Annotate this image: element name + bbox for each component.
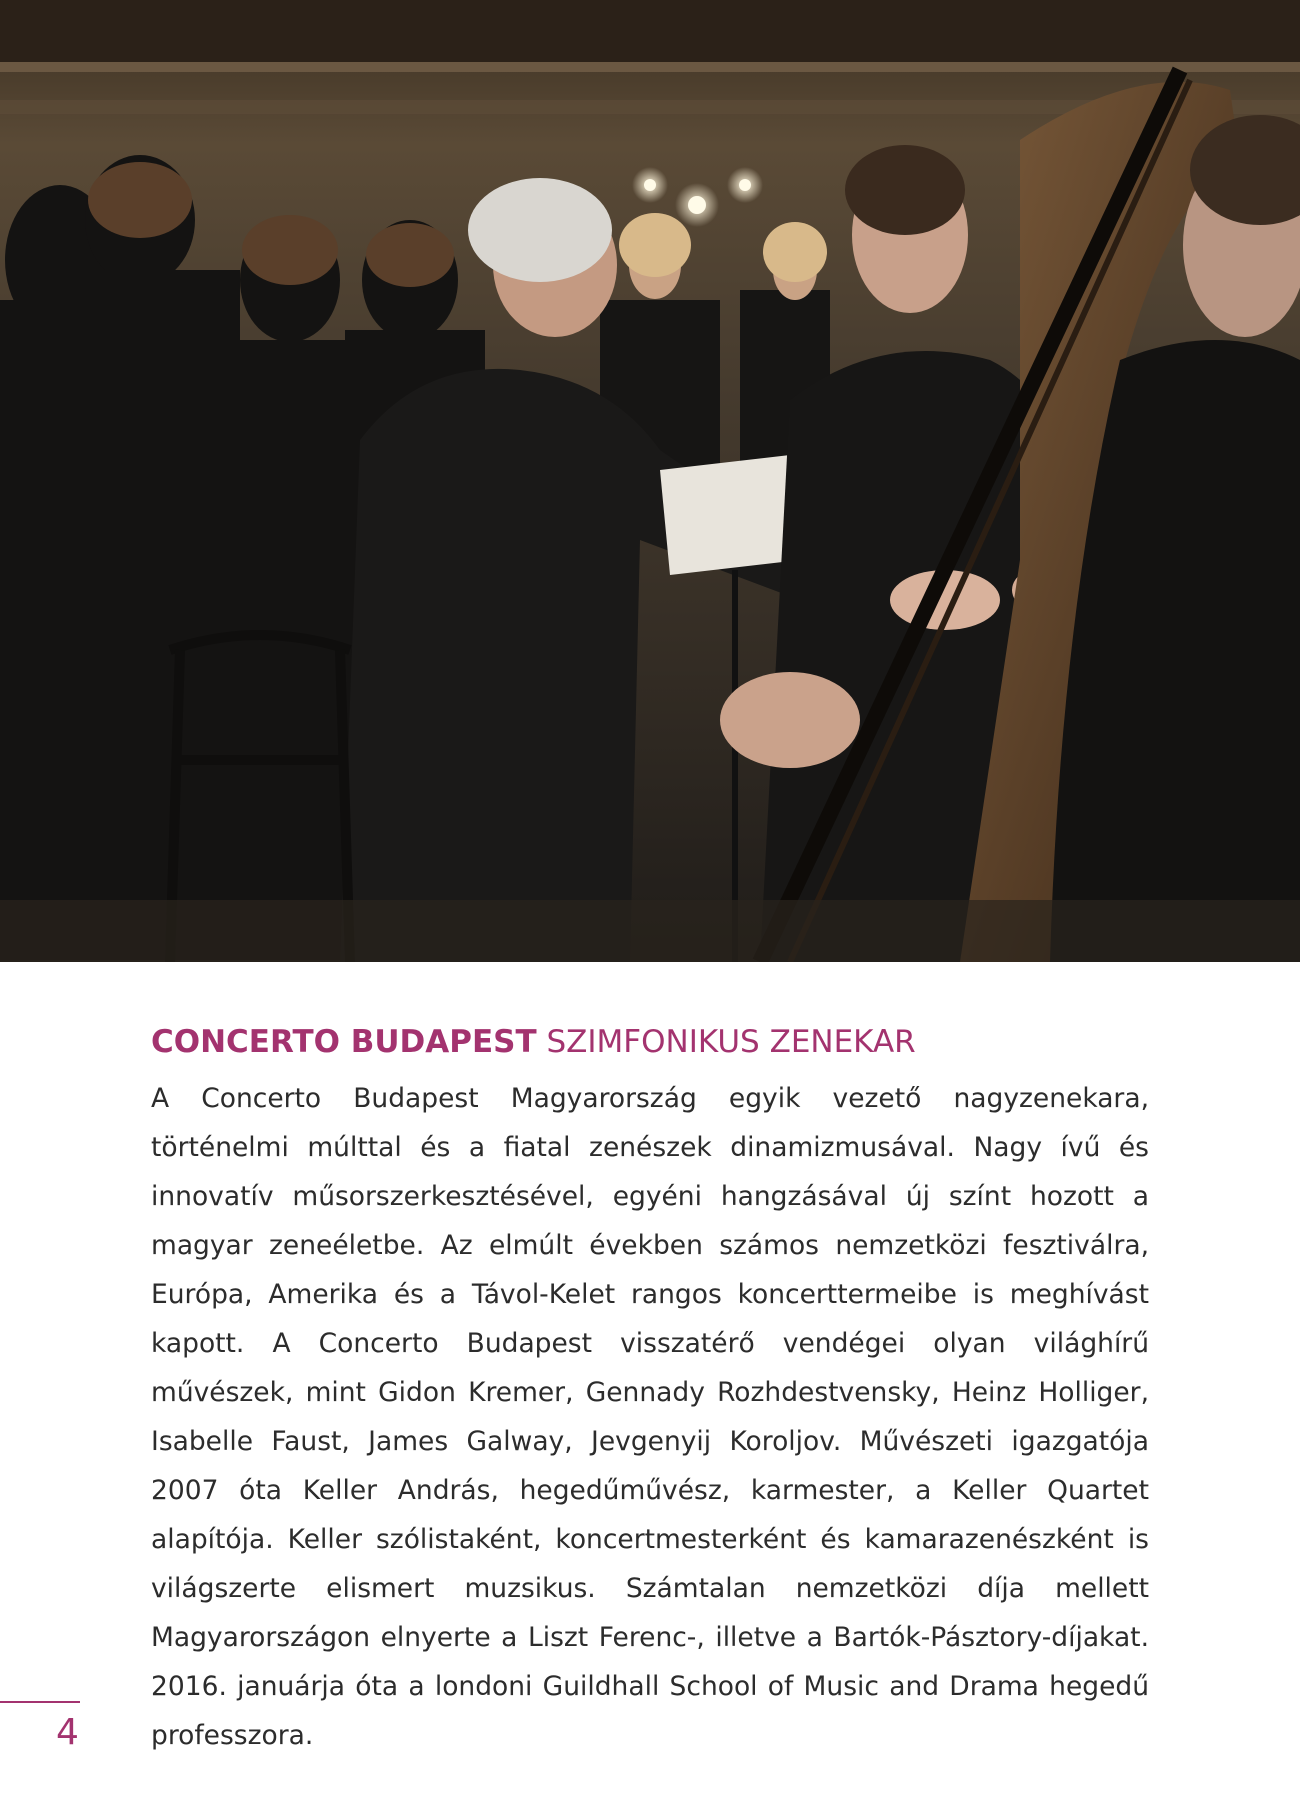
body-paragraph: A Concerto Budapest Magyarország egyik vezető nagyzenekara, történelmi múlttal és a fiatal zenészek dinamizmusával. Nagy ívű és innovatív műsorszerkesztésével, egyéni hangzásával új színt hozott a magyar zeneéletbe. Az elmúlt években számos nemzetközi fesztiválra, Európa, Amerika és a Távol-Kelet rangos koncerttermeibe is meghívást kapott. A Concerto Budapest visszatérő vendégei olyan világhírű művészek, mint Gidon Kremer, Gennady Rozhdestvensky, Heinz Holliger, Isabelle Faust, James Galway, Jevgenyij Koroljov. Művészeti igazgatója 2007 óta Keller András, hegedűművész, karmester, a Keller Quartet alapítója. Keller szólistaként, koncertmesterként és kamarazenészként is világszerte elismert muzsikus. Számtalan nemzetközi díja mellett Magyarországon elnyerte a Liszt Ferenc-, illetve a Bartók-Pásztory-díjakat. 2016. januárja óta a londoni Guildhall School of Music and Drama hegedű professzora. — [151, 1083, 1149, 1751]
heading-strong: CONCERTO BUDAPEST — [151, 1024, 537, 1060]
heading-light: SZIMFONIKUS ZENEKAR — [546, 1024, 916, 1060]
section-heading — [151, 1022, 1151, 1062]
page-number-rule — [0, 1701, 80, 1703]
page-number: 4 — [56, 1712, 79, 1753]
